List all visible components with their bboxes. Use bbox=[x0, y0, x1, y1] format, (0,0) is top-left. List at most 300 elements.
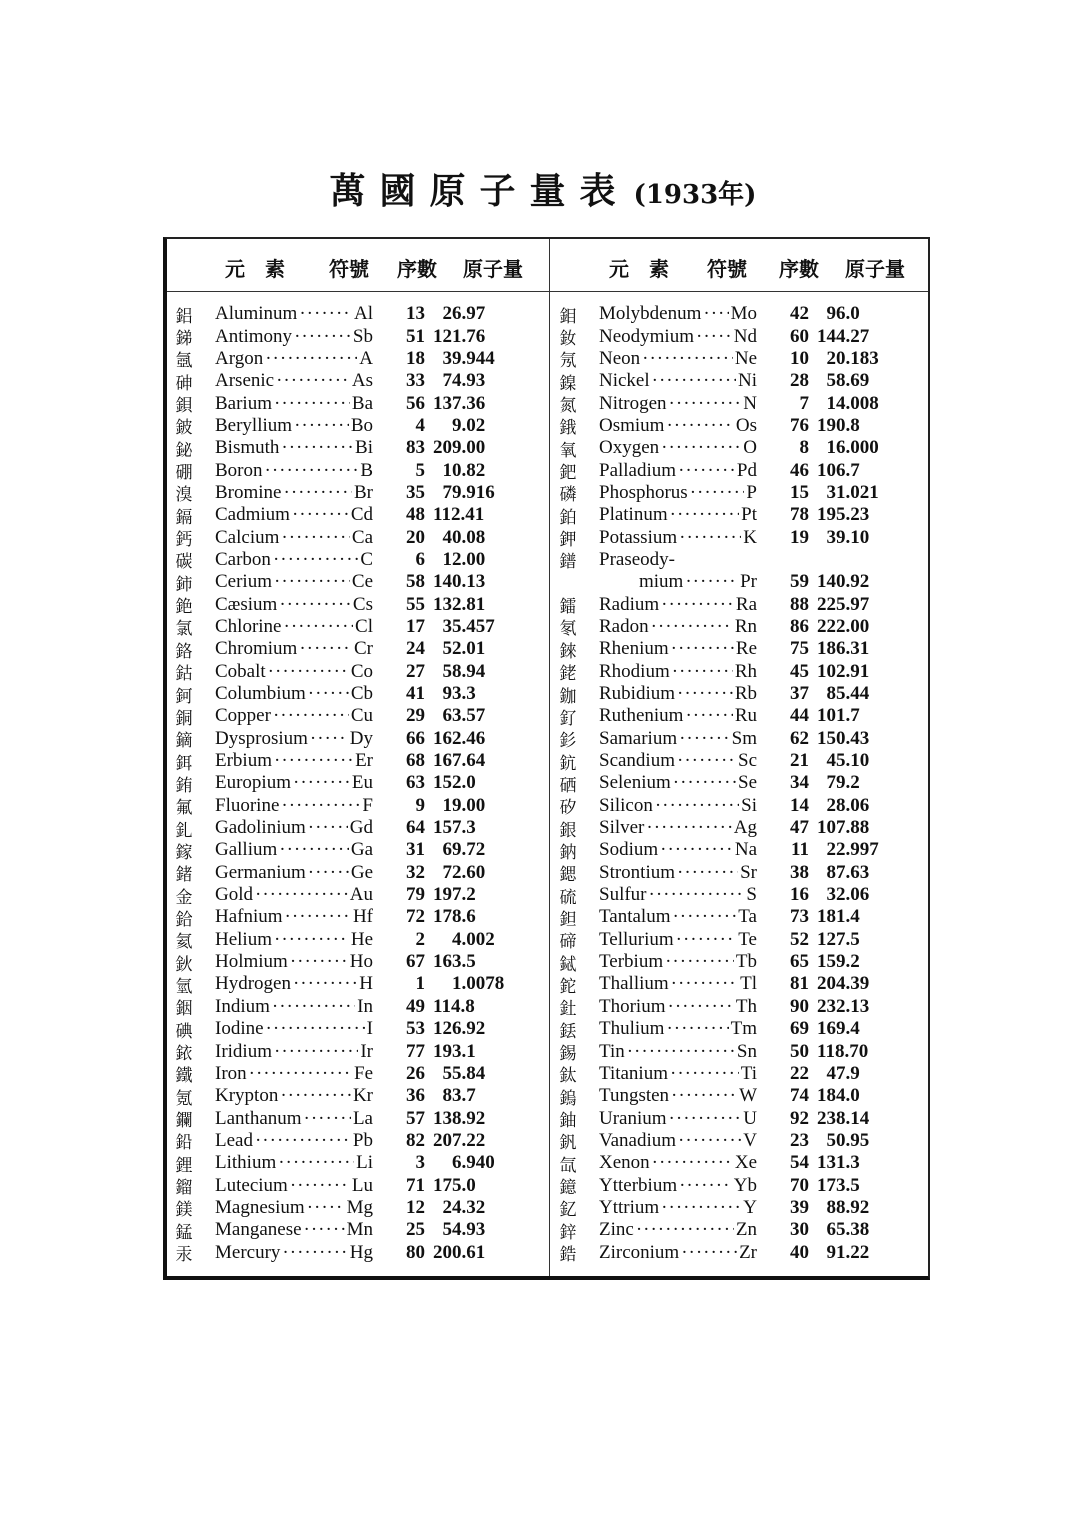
chinese-name: 鋅 bbox=[559, 1222, 577, 1243]
chinese-name: 硼 bbox=[175, 463, 193, 484]
element-row bbox=[169, 1219, 539, 1241]
dot-leader bbox=[652, 370, 736, 392]
header-number: 序數 bbox=[397, 257, 437, 281]
element-row bbox=[553, 1219, 923, 1241]
element-row bbox=[169, 638, 539, 660]
element-row bbox=[169, 951, 539, 973]
chinese-name: 鈦 bbox=[559, 1066, 577, 1087]
element-row bbox=[553, 571, 923, 593]
dot-leader bbox=[272, 996, 355, 1018]
chinese-name: 鐿 bbox=[559, 1178, 577, 1199]
element-row bbox=[553, 750, 923, 772]
atomic-weight: 173.5 bbox=[817, 1174, 860, 1196]
chinese-name: 鉀 bbox=[559, 530, 577, 551]
element-row bbox=[553, 437, 923, 459]
element-symbol: Rn bbox=[734, 615, 757, 637]
element-name-cell bbox=[599, 906, 757, 928]
dot-leader bbox=[308, 817, 348, 839]
element-row bbox=[169, 392, 539, 417]
chinese-name: 氡 bbox=[559, 619, 577, 640]
chinese-name: 鉛 bbox=[175, 1133, 193, 1154]
element-name: Ytterbium bbox=[599, 1174, 678, 1196]
element-name: Thorium bbox=[599, 995, 666, 1017]
chinese-name: 鉈 bbox=[559, 976, 577, 997]
element-name: Vanadium bbox=[599, 1129, 677, 1151]
element-row bbox=[553, 1174, 923, 1199]
dot-leader bbox=[310, 728, 348, 750]
element-name-cell bbox=[599, 415, 757, 437]
atomic-number: 77 bbox=[406, 1040, 425, 1062]
element-row bbox=[553, 1040, 923, 1065]
header-element: 元 素 bbox=[225, 257, 285, 281]
element-row bbox=[553, 303, 923, 325]
element-name: Ruthenium bbox=[599, 705, 684, 727]
atomic-weight: 222.00 bbox=[817, 615, 870, 637]
chinese-name: 鋇 bbox=[175, 396, 193, 417]
chinese-name: 鈉 bbox=[559, 842, 577, 863]
atomic-number: 31 bbox=[406, 839, 425, 861]
dot-leader bbox=[677, 683, 733, 705]
element-name-cell bbox=[215, 996, 373, 1018]
atomic-number: 23 bbox=[790, 1129, 809, 1151]
header-symbol-right: 符號 bbox=[707, 257, 747, 281]
chinese-name: 鍺 bbox=[175, 865, 193, 886]
element-row bbox=[553, 772, 923, 794]
element-symbol: U bbox=[743, 1107, 757, 1129]
element-name-cell bbox=[215, 504, 373, 526]
dot-leader bbox=[293, 772, 350, 794]
element-row bbox=[553, 973, 923, 995]
atomic-weight: 140.92 bbox=[817, 571, 870, 593]
element-name: Holmium bbox=[215, 951, 288, 973]
element-name: Neodymium bbox=[599, 325, 694, 347]
atomic-number: 3 bbox=[415, 1152, 425, 1174]
element-name-cell bbox=[215, 683, 373, 705]
dot-leader bbox=[308, 862, 349, 884]
element-name-cell bbox=[215, 1152, 373, 1174]
atomic-weight: 9.02 bbox=[452, 414, 486, 436]
dot-leader bbox=[670, 1063, 739, 1085]
atomic-number: 22 bbox=[790, 1062, 809, 1084]
element-row bbox=[553, 817, 923, 839]
chinese-name: 氮 bbox=[559, 396, 577, 417]
element-row bbox=[553, 996, 923, 1018]
atomic-number: 56 bbox=[406, 392, 425, 414]
atomic-weight: 193.1 bbox=[433, 1040, 476, 1062]
chinese-name: 氦 bbox=[175, 932, 193, 953]
dot-leader bbox=[279, 594, 351, 616]
header-symbol: 符號 bbox=[329, 257, 369, 281]
element-row bbox=[553, 1063, 923, 1085]
element-name: Columbium bbox=[215, 683, 306, 705]
element-row bbox=[553, 862, 923, 884]
chinese-name: 鍶 bbox=[559, 865, 577, 886]
element-symbol: Sb bbox=[352, 325, 373, 347]
element-name-cell bbox=[215, 817, 373, 839]
element-name: Gadolinium bbox=[215, 817, 306, 839]
element-name-cell bbox=[215, 839, 373, 861]
element-name-cell bbox=[215, 571, 373, 593]
chinese-name: 鉭 bbox=[559, 909, 577, 930]
element-symbol: Na bbox=[734, 839, 757, 861]
element-name: Molybdenum bbox=[599, 303, 702, 325]
element-symbol: Er bbox=[355, 750, 373, 772]
element-name: Cobalt bbox=[215, 660, 266, 682]
dot-leader bbox=[655, 795, 739, 817]
element-row bbox=[553, 1085, 923, 1107]
chinese-name: 溴 bbox=[175, 485, 193, 506]
atomic-weight: 31.021 bbox=[826, 481, 879, 503]
element-name-cell bbox=[599, 795, 757, 817]
atomic-number: 2 bbox=[415, 928, 425, 950]
element-name-cell bbox=[599, 1197, 757, 1219]
element-name: Rhodium bbox=[599, 660, 670, 682]
dot-leader bbox=[278, 1152, 354, 1174]
atomic-weight: 69.72 bbox=[442, 839, 486, 861]
atomic-number: 12 bbox=[406, 1196, 425, 1218]
element-name-cell bbox=[599, 884, 757, 906]
element-symbol: S bbox=[746, 884, 757, 906]
element-name: Arsenic bbox=[215, 370, 275, 392]
dot-leader bbox=[661, 437, 741, 459]
chinese-name: 鐵 bbox=[175, 1066, 193, 1087]
atomic-weight: 114.8 bbox=[433, 995, 475, 1017]
element-symbol: Ag bbox=[733, 817, 757, 839]
chinese-name: 鉺 bbox=[175, 753, 193, 774]
element-symbol: Eu bbox=[351, 772, 373, 794]
dot-leader bbox=[681, 1242, 737, 1264]
atomic-weight: 79.916 bbox=[442, 481, 495, 503]
element-row bbox=[553, 839, 923, 861]
atomic-weight: 20.183 bbox=[826, 347, 879, 369]
atomic-number: 27 bbox=[406, 660, 425, 682]
atomic-number: 14 bbox=[790, 794, 809, 816]
chinese-name: 鐠 bbox=[559, 552, 577, 573]
atomic-number: 52 bbox=[790, 928, 809, 950]
element-name: Argon bbox=[215, 347, 264, 369]
element-symbol: A bbox=[359, 347, 373, 369]
element-row bbox=[169, 415, 539, 437]
chinese-name: 氧 bbox=[559, 440, 577, 461]
chinese-name: 矽 bbox=[559, 798, 577, 819]
element-name: Iridium bbox=[215, 1040, 272, 1062]
dot-leader bbox=[642, 348, 733, 370]
element-name-cell bbox=[215, 1242, 373, 1264]
element-name-cell bbox=[215, 906, 373, 928]
element-row bbox=[169, 1107, 539, 1132]
element-row bbox=[553, 415, 923, 437]
element-name-cell bbox=[215, 594, 373, 616]
element-row bbox=[169, 929, 539, 951]
element-symbol: Tl bbox=[740, 973, 757, 995]
atomic-weight: 24.32 bbox=[442, 1196, 486, 1218]
chinese-name: 硫 bbox=[559, 887, 577, 908]
element-row bbox=[169, 571, 539, 593]
element-name: Nitrogen bbox=[599, 392, 667, 414]
element-name: Lanthanum bbox=[215, 1107, 302, 1129]
element-name: Sulfur bbox=[599, 884, 647, 906]
atomic-number: 65 bbox=[790, 951, 809, 973]
chinese-name: 鎂 bbox=[175, 1200, 193, 1221]
element-symbol: C bbox=[360, 548, 373, 570]
element-name-cell bbox=[599, 973, 757, 995]
element-name-cell bbox=[215, 705, 373, 727]
element-row bbox=[169, 549, 539, 571]
atomic-weight: 131.3 bbox=[817, 1152, 860, 1174]
element-row bbox=[553, 683, 923, 705]
atomic-weight: 200.61 bbox=[433, 1241, 486, 1263]
atomic-weight: 126.92 bbox=[433, 1018, 486, 1040]
atomic-weight: 150.43 bbox=[817, 727, 870, 749]
element-symbol: Br bbox=[354, 481, 373, 503]
element-row bbox=[169, 1063, 539, 1085]
element-name: Hydrogen bbox=[215, 973, 291, 995]
chinese-name: 碘 bbox=[175, 1021, 193, 1042]
chinese-name: 鈥 bbox=[175, 954, 193, 975]
element-name-cell bbox=[215, 661, 373, 683]
element-name-cell bbox=[599, 348, 757, 370]
element-name-cell bbox=[599, 1108, 757, 1130]
element-name: Europium bbox=[215, 772, 291, 794]
chinese-name: 釤 bbox=[559, 731, 577, 752]
dot-leader bbox=[679, 728, 730, 750]
element-name: Rubidium bbox=[599, 683, 676, 705]
element-row bbox=[553, 370, 923, 392]
element-symbol: Ir bbox=[360, 1040, 373, 1062]
atomic-weight: 107.88 bbox=[817, 817, 870, 839]
element-name-cell bbox=[599, 303, 757, 325]
chinese-name: 鉑 bbox=[559, 507, 577, 528]
element-name-cell bbox=[599, 817, 757, 839]
element-symbol: Bo bbox=[350, 414, 373, 436]
element-name-cell bbox=[599, 728, 757, 750]
element-name-cell bbox=[599, 549, 757, 571]
dot-leader bbox=[274, 929, 349, 951]
element-name-cell bbox=[599, 460, 757, 482]
atomic-number: 10 bbox=[790, 347, 809, 369]
chinese-name: 氬 bbox=[175, 351, 193, 372]
element-name-cell bbox=[599, 370, 757, 392]
atomic-number: 19 bbox=[790, 526, 809, 548]
atomic-number: 17 bbox=[406, 615, 425, 637]
atomic-weight: 225.97 bbox=[817, 593, 870, 615]
element-name: Thallium bbox=[599, 973, 669, 995]
element-name-cell bbox=[599, 1041, 757, 1063]
dot-leader bbox=[255, 1130, 351, 1152]
dot-leader bbox=[273, 705, 349, 727]
element-symbol: Cu bbox=[350, 705, 373, 727]
dot-leader bbox=[676, 929, 737, 951]
element-symbol: Xe bbox=[734, 1152, 757, 1174]
atomic-weight: 101.7 bbox=[817, 705, 860, 727]
chinese-name: 釩 bbox=[559, 1133, 577, 1154]
element-row bbox=[553, 929, 923, 951]
element-symbol: Nd bbox=[733, 325, 757, 347]
header-number-right: 序數 bbox=[779, 257, 819, 281]
atomic-number: 48 bbox=[406, 504, 425, 526]
atomic-number: 67 bbox=[406, 951, 425, 973]
element-row bbox=[169, 839, 539, 861]
atomic-number: 78 bbox=[790, 504, 809, 526]
chinese-name: 鋯 bbox=[559, 1245, 577, 1266]
element-row bbox=[169, 1197, 539, 1219]
element-name: Lutecium bbox=[215, 1174, 288, 1196]
atomic-weight: 85.44 bbox=[826, 683, 870, 705]
element-row bbox=[553, 325, 923, 350]
atomic-number: 66 bbox=[406, 727, 425, 749]
chinese-name: 鎦 bbox=[175, 1178, 193, 1199]
chinese-name: 釹 bbox=[559, 329, 577, 350]
dot-leader bbox=[293, 973, 357, 995]
atomic-weight: 22.997 bbox=[826, 839, 879, 861]
chinese-name: 鉬 bbox=[559, 306, 577, 327]
dot-leader bbox=[679, 527, 741, 549]
element-symbol: He bbox=[350, 928, 373, 950]
chinese-name: 錫 bbox=[559, 1044, 577, 1065]
element-name-cell bbox=[215, 348, 373, 370]
element-symbol: Cd bbox=[350, 504, 373, 526]
element-symbol: Zr bbox=[739, 1241, 757, 1263]
element-row bbox=[169, 1085, 539, 1107]
element-name: Samarium bbox=[599, 727, 678, 749]
atomic-number: 53 bbox=[406, 1018, 425, 1040]
atomic-number: 49 bbox=[406, 995, 425, 1017]
chinese-name: 碳 bbox=[175, 552, 193, 573]
atomic-weight: 79.2 bbox=[826, 772, 860, 794]
atomic-number: 36 bbox=[406, 1085, 425, 1107]
element-row bbox=[169, 1241, 539, 1266]
element-name-cell bbox=[599, 661, 757, 683]
dot-leader bbox=[690, 482, 745, 504]
atomic-number: 76 bbox=[790, 414, 809, 436]
element-row bbox=[169, 1130, 539, 1152]
chinese-name: 鈣 bbox=[175, 530, 193, 551]
element-symbol: V bbox=[743, 1129, 757, 1151]
atomic-number: 54 bbox=[790, 1152, 809, 1174]
element-row bbox=[169, 906, 539, 928]
element-symbol: Sc bbox=[738, 750, 757, 772]
atomic-number: 90 bbox=[790, 995, 809, 1017]
element-name-cell bbox=[215, 370, 373, 392]
element-row bbox=[169, 1174, 539, 1199]
chinese-name: 銦 bbox=[175, 999, 193, 1020]
element-name: Phosphorus bbox=[599, 481, 688, 503]
element-name-cell bbox=[215, 728, 373, 750]
element-symbol: Pt bbox=[741, 504, 757, 526]
element-name: Helium bbox=[215, 928, 272, 950]
element-row bbox=[169, 795, 539, 817]
dot-leader bbox=[290, 951, 348, 973]
element-name-cell bbox=[599, 1219, 757, 1241]
atomic-number: 70 bbox=[790, 1174, 809, 1196]
element-name-cell bbox=[215, 1063, 373, 1085]
element-name-cell bbox=[215, 1219, 373, 1241]
chinese-name: 氫 bbox=[175, 976, 193, 997]
element-row bbox=[169, 817, 539, 839]
atomic-weight: 140.13 bbox=[433, 571, 486, 593]
element-name: Praseody- bbox=[599, 548, 675, 570]
chinese-name: 銀 bbox=[559, 820, 577, 841]
element-row bbox=[169, 683, 539, 705]
header-rule bbox=[167, 291, 928, 292]
chinese-name: 鈳 bbox=[175, 686, 193, 707]
element-name: Osmium bbox=[599, 414, 665, 436]
element-symbol: Mn bbox=[346, 1219, 373, 1241]
chinese-name: 鈧 bbox=[559, 753, 577, 774]
element-row bbox=[169, 996, 539, 1018]
element-name: Tungsten bbox=[599, 1085, 670, 1107]
column-divider bbox=[549, 239, 550, 1276]
page-title bbox=[0, 163, 1086, 214]
element-row bbox=[169, 1152, 539, 1174]
element-symbol: Y bbox=[743, 1196, 757, 1218]
chinese-name: 鉻 bbox=[175, 641, 193, 662]
element-row bbox=[169, 482, 539, 504]
element-symbol: Cb bbox=[350, 683, 373, 705]
element-row bbox=[169, 973, 539, 995]
dot-leader bbox=[696, 326, 732, 348]
element-row bbox=[553, 549, 923, 571]
atomic-number: 38 bbox=[790, 861, 809, 883]
element-name-cell bbox=[599, 951, 757, 973]
element-name: Germanium bbox=[215, 861, 306, 883]
dot-leader bbox=[265, 348, 357, 370]
element-name: Sodium bbox=[599, 839, 659, 861]
element-symbol: H bbox=[359, 973, 373, 995]
element-symbol: Pb bbox=[352, 1129, 373, 1151]
atomic-number: 16 bbox=[790, 884, 809, 906]
element-row bbox=[553, 1107, 923, 1132]
atomic-number: 42 bbox=[790, 303, 809, 325]
element-symbol: K bbox=[743, 526, 757, 548]
element-name-cell bbox=[215, 460, 373, 482]
element-name-cell bbox=[215, 437, 373, 459]
element-row bbox=[553, 661, 923, 683]
element-row bbox=[553, 1018, 923, 1040]
element-symbol: Yb bbox=[733, 1174, 757, 1196]
chinese-name: 鋨 bbox=[559, 418, 577, 439]
element-name: Mercury bbox=[215, 1241, 281, 1263]
dot-leader bbox=[685, 705, 732, 727]
chinese-name: 鋱 bbox=[559, 954, 577, 975]
chinese-name: 銩 bbox=[559, 1021, 577, 1042]
dot-leader bbox=[636, 1219, 734, 1241]
element-row bbox=[169, 593, 539, 618]
atomic-weight: 65.38 bbox=[826, 1219, 870, 1241]
atomic-weight: 40.08 bbox=[442, 526, 486, 548]
atomic-number: 18 bbox=[406, 347, 425, 369]
element-name-cell bbox=[215, 638, 373, 660]
element-row bbox=[169, 1040, 539, 1065]
chinese-name: 銥 bbox=[175, 1044, 193, 1065]
atomic-weight: 45.10 bbox=[826, 750, 870, 772]
element-symbol: Rb bbox=[734, 683, 757, 705]
atomic-number: 58 bbox=[406, 571, 425, 593]
atomic-number: 72 bbox=[406, 906, 425, 928]
atomic-weight: 162.46 bbox=[433, 727, 486, 749]
chinese-name: 鈰 bbox=[175, 574, 193, 595]
chinese-name: 氪 bbox=[175, 1088, 193, 1109]
atomic-weight: 10.82 bbox=[442, 459, 486, 481]
chinese-name: 汞 bbox=[175, 1245, 193, 1266]
element-name-cell bbox=[599, 1152, 757, 1174]
element-name: Lead bbox=[215, 1129, 253, 1151]
element-name: Scandium bbox=[599, 750, 675, 772]
element-name-cell bbox=[599, 1175, 757, 1197]
element-symbol: Kr bbox=[352, 1085, 373, 1107]
atomic-weight: 1.0078 bbox=[452, 973, 505, 995]
element-symbol: Tm bbox=[730, 1018, 757, 1040]
